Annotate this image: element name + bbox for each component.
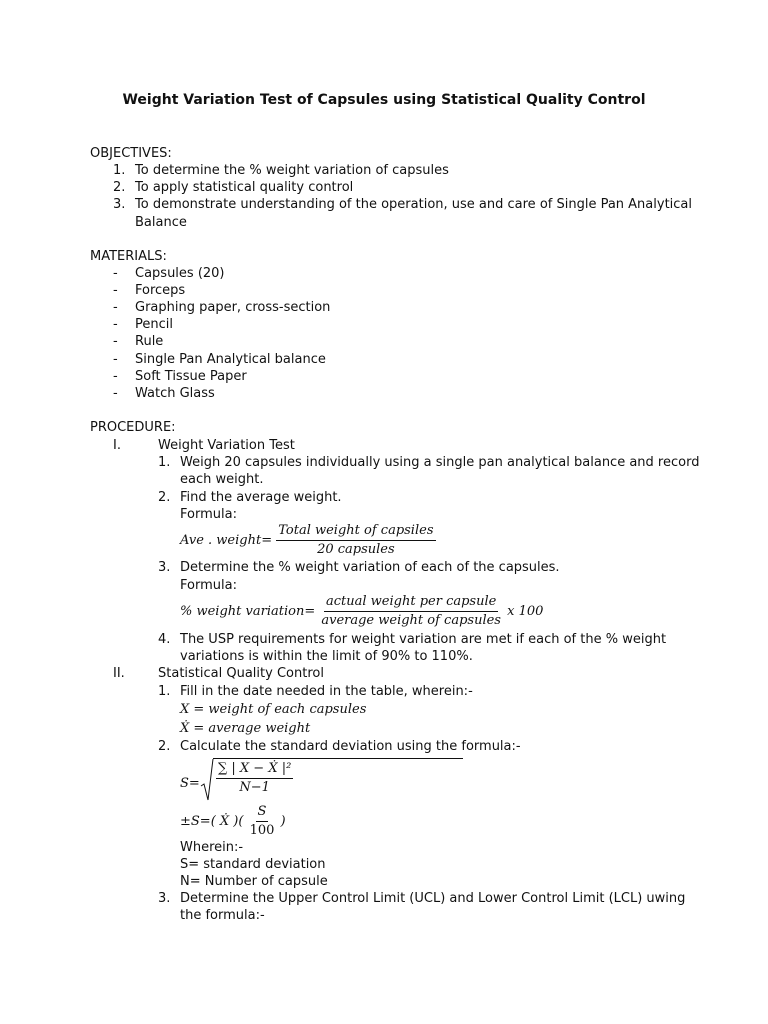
formula-lhs: Ave . weight=	[180, 533, 273, 548]
material-item: Single Pan Analytical balance	[135, 352, 326, 367]
objective-text-continuation: Balance	[135, 215, 187, 230]
step-number: 4.	[158, 632, 171, 647]
fraction	[319, 593, 503, 630]
wherein-label: Wherein:-	[180, 840, 244, 855]
step-number: 3.	[158, 891, 171, 906]
objective-text: To determine the % weight variation of capsules	[135, 163, 449, 178]
fraction-numerator: ∑ | X − Ẋ |²	[216, 760, 293, 779]
radical-sign-icon	[200, 758, 214, 802]
objective-text: To demonstrate understanding of the operation, use and care of Single Pan Analytical	[135, 197, 693, 212]
objective-text: To apply statistical quality control	[135, 180, 354, 195]
average-weight-formula	[180, 522, 436, 559]
n-definition: N= Number of capsule	[180, 874, 328, 889]
step-text: Calculate the standard deviation using the formula:-	[180, 739, 521, 754]
step-text-continuation: the formula:-	[180, 908, 265, 923]
step-number: 2.	[158, 739, 171, 754]
material-item: Forceps	[135, 283, 186, 298]
objectives-heading: OBJECTIVES:	[90, 146, 172, 161]
fraction	[248, 803, 277, 840]
bullet-dash: -	[113, 266, 118, 281]
materials-heading: MATERIALS:	[90, 249, 167, 264]
plus-minus-s-formula	[180, 803, 286, 840]
weight-variation-formula	[180, 593, 543, 630]
fraction-denominator: average weight of capsules	[321, 613, 501, 628]
formula-rhs: x 100	[507, 604, 544, 619]
fraction-numerator: Total weight of capsiles	[276, 522, 435, 541]
step-text-continuation: each weight.	[180, 472, 264, 487]
formula-label: Formula:	[180, 507, 237, 522]
section-numeral: II.	[113, 666, 125, 681]
formula-close: )	[280, 814, 286, 829]
fraction-denominator: 100	[249, 823, 275, 838]
bullet-dash: -	[113, 334, 118, 349]
step-text: Fill in the date needed in the table, wherein:-	[180, 684, 473, 699]
objective-number: 1.	[113, 163, 126, 178]
procedure-heading: PROCEDURE:	[90, 420, 176, 435]
step-number: 1.	[158, 455, 171, 470]
s-definition: S= standard deviation	[180, 857, 326, 872]
material-item: Soft Tissue Paper	[135, 369, 247, 384]
step-text-continuation: variations is within the limit of 90% to 110%.	[180, 649, 473, 664]
fraction	[216, 760, 293, 797]
material-item: Pencil	[135, 317, 173, 332]
fraction-denominator: 20 capsules	[317, 542, 395, 557]
document-title: Weight Variation Test of Capsules using Statistical Quality Control	[122, 92, 646, 108]
material-item: Capsules (20)	[135, 266, 225, 281]
material-item: Rule	[135, 334, 164, 349]
step-number: 3.	[158, 560, 171, 575]
xbar-definition: Ẋ = average weight	[180, 721, 311, 736]
bullet-dash: -	[113, 352, 118, 367]
step-number: 2.	[158, 490, 171, 505]
material-item: Graphing paper, cross-section	[135, 300, 331, 315]
x-definition: X = weight of each capsules	[180, 702, 367, 717]
step-text: The USP requirements for weight variation are met if each of the % weight	[180, 632, 667, 647]
bullet-dash: -	[113, 386, 118, 401]
objective-number: 2.	[113, 180, 126, 195]
bullet-dash: -	[113, 369, 118, 384]
formula-label: Formula:	[180, 578, 237, 593]
step-number: 1.	[158, 684, 171, 699]
fraction-denominator: N−1	[239, 780, 270, 795]
step-text: Determine the Upper Control Limit (UCL) and Lower Control Limit (LCL) uwing	[180, 891, 686, 906]
formula-lhs: ±S=( Ẋ )(	[180, 814, 244, 829]
objective-number: 3.	[113, 197, 126, 212]
formula-lhs: S=	[180, 776, 200, 791]
bullet-dash: -	[113, 317, 118, 332]
section-numeral: I.	[113, 438, 121, 453]
material-item: Watch Glass	[135, 386, 215, 401]
section-title: Statistical Quality Control	[158, 666, 324, 681]
formula-lhs: % weight variation=	[180, 604, 316, 619]
step-text: Weigh 20 capsules individually using a single pan analytical balance and record	[180, 455, 700, 470]
fraction-numerator: actual weight per capsule	[324, 593, 498, 612]
step-text: Determine the % weight variation of each of the capsules.	[180, 560, 560, 575]
bullet-dash: -	[113, 300, 118, 315]
bullet-dash: -	[113, 283, 118, 298]
step-text: Find the average weight.	[180, 490, 342, 505]
fraction	[276, 522, 435, 559]
fraction-numerator: S	[256, 803, 269, 822]
section-title: Weight Variation Test	[158, 438, 295, 453]
